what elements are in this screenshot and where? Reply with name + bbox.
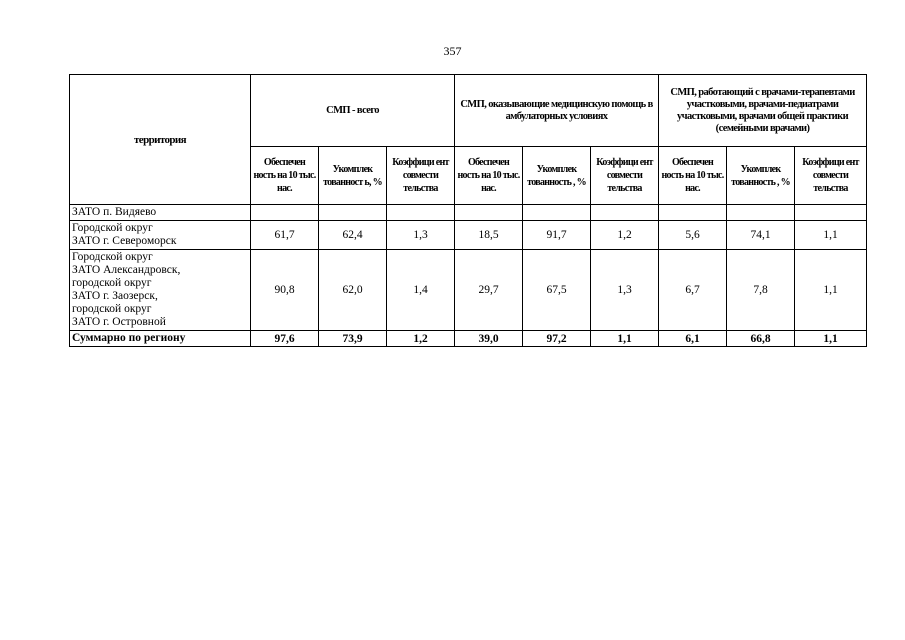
header-sub-staffing-1: Укомплек тованност ь, %	[319, 147, 387, 205]
total-value-cell: 1,2	[387, 331, 455, 347]
value-cell: 62,0	[319, 250, 387, 331]
territory-cell: ЗАТО п. Видяево	[70, 205, 251, 221]
table-row	[70, 250, 867, 331]
value-cell: 7,8	[727, 250, 795, 331]
header-sub-coefficient-3: Коэффици ент совмести тельства	[795, 147, 867, 205]
header-territory: территория	[70, 75, 251, 205]
value-cell: 1,1	[795, 250, 867, 331]
value-cell	[727, 205, 795, 221]
header-group-smp-district-doctors: СМП, работающий с врачами-терапевтами участковыми, врачами-педиатрами участковыми, врачами общей практики (семейными врачами)	[659, 75, 867, 147]
header-sub-coefficient-2: Коэффици ент совмести тельства	[591, 147, 659, 205]
value-cell: 67,5	[523, 250, 591, 331]
total-value-cell: 1,1	[591, 331, 659, 347]
total-territory-cell: Суммарно по региону	[70, 331, 251, 347]
value-cell: 6,7	[659, 250, 727, 331]
header-sub-coverage-1: Обеспечен ность на 10 тыс. нас.	[251, 147, 319, 205]
value-cell	[455, 205, 523, 221]
value-cell: 1,2	[591, 221, 659, 250]
total-value-cell: 6,1	[659, 331, 727, 347]
table-row	[70, 221, 867, 250]
total-value-cell: 97,2	[523, 331, 591, 347]
value-cell: 1,4	[387, 250, 455, 331]
table-row	[70, 205, 867, 221]
value-cell: 74,1	[727, 221, 795, 250]
value-cell: 1,3	[387, 221, 455, 250]
total-value-cell: 66,8	[727, 331, 795, 347]
total-value-cell: 39,0	[455, 331, 523, 347]
total-row	[70, 331, 867, 347]
header-sub-coefficient-1: Коэффици ент совмести тельства	[387, 147, 455, 205]
value-cell	[523, 205, 591, 221]
value-cell	[659, 205, 727, 221]
value-cell	[387, 205, 455, 221]
header-sub-staffing-2: Укомплек тованность , %	[523, 147, 591, 205]
value-cell	[795, 205, 867, 221]
value-cell: 61,7	[251, 221, 319, 250]
value-cell: 29,7	[455, 250, 523, 331]
page-number: 357	[443, 44, 462, 58]
header-sub-staffing-3: Укомплек тованность , %	[727, 147, 795, 205]
header-group-smp-ambulatory: СМП, оказывающие медицинскую помощь в амбулаторных условиях	[455, 75, 659, 147]
header-group-row	[70, 75, 867, 147]
statistics-table	[69, 74, 867, 347]
value-cell	[319, 205, 387, 221]
value-cell	[251, 205, 319, 221]
total-value-cell: 1,1	[795, 331, 867, 347]
total-value-cell: 97,6	[251, 331, 319, 347]
value-cell: 1,1	[795, 221, 867, 250]
header-group-smp-total: СМП - всего	[251, 75, 455, 147]
value-cell: 5,6	[659, 221, 727, 250]
value-cell: 62,4	[319, 221, 387, 250]
value-cell: 91,7	[523, 221, 591, 250]
header-sub-coverage-2: Обеспечен ность на 10 тыс. нас.	[455, 147, 523, 205]
total-value-cell: 73,9	[319, 331, 387, 347]
territory-cell: Городской округ ЗАТО г. Североморск	[70, 221, 251, 250]
header-sub-coverage-3: Обеспечен ность на 10 тыс. нас.	[659, 147, 727, 205]
territory-cell: Городской округ ЗАТО Александровск, городской округ ЗАТО г. Заозерск, городской округ ЗАТО г. Островной	[70, 250, 251, 331]
value-cell: 1,3	[591, 250, 659, 331]
value-cell: 18,5	[455, 221, 523, 250]
value-cell: 90,8	[251, 250, 319, 331]
value-cell	[591, 205, 659, 221]
